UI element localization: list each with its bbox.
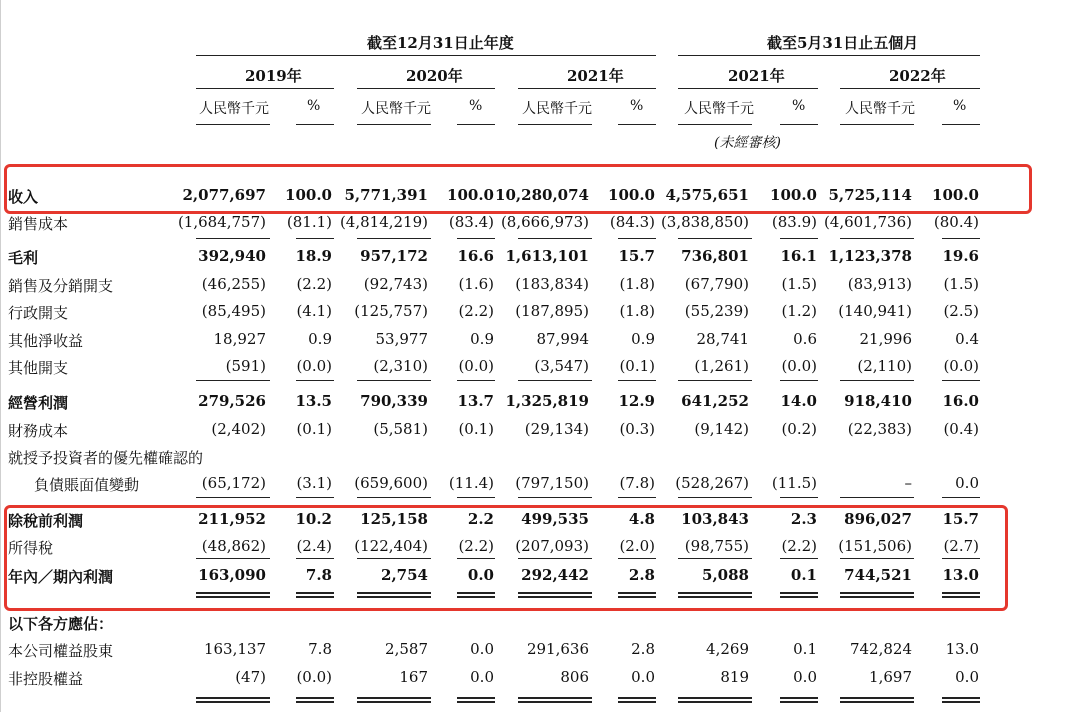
amount-cell: (48,862) — [201, 537, 266, 555]
amount-cell: 392,940 — [198, 247, 266, 265]
amount-cell: (47) — [235, 668, 266, 686]
percent-cell: 0.0 — [467, 566, 494, 584]
amount-cell: (29,134) — [524, 420, 589, 438]
currency-label: 人民幣千元 — [522, 101, 592, 117]
percent-cell: 18.9 — [295, 247, 332, 265]
percent-cell: 0.1 — [790, 566, 817, 584]
amount-cell: 790,339 — [360, 392, 428, 410]
percent-cell: 0.0 — [631, 668, 655, 686]
percent-cell: 0.0 — [470, 640, 494, 658]
percent-cell: (0.4) — [943, 420, 979, 438]
percent-cell: 100.0 — [932, 186, 979, 204]
subtotal-rule — [678, 380, 752, 381]
amount-cell: (65,172) — [201, 474, 266, 492]
percent-cell: (0.0) — [296, 357, 332, 375]
percent-cell: 0.9 — [470, 330, 494, 348]
percent-cell: 7.8 — [308, 640, 332, 658]
amount-cell: (797,150) — [515, 474, 589, 492]
percent-cell: 100.0 — [770, 186, 817, 204]
amount-cell: 103,843 — [681, 510, 749, 528]
row-label: 行政開支 — [8, 304, 69, 322]
amount-cell: (2,310) — [373, 357, 428, 375]
subtotal-rule — [780, 238, 818, 239]
subtotal-rule — [296, 238, 334, 239]
amount-cell: 806 — [560, 668, 589, 686]
percent-cell: 100.0 — [447, 186, 494, 204]
amount-cell: 5,725,114 — [828, 186, 912, 204]
pct-label: % — [792, 98, 806, 114]
amount-cell: (591) — [225, 357, 266, 375]
sub-rule — [618, 124, 656, 125]
percent-cell: (3.1) — [296, 474, 332, 492]
percent-cell: (0.1) — [619, 357, 655, 375]
year-rule — [678, 88, 818, 89]
amount-cell: 125,158 — [360, 510, 428, 528]
percent-cell: (11.5) — [771, 474, 817, 492]
percent-cell: (0.0) — [296, 668, 332, 686]
percent-cell: (2.0) — [619, 537, 655, 555]
amount-cell: (122,404) — [354, 537, 428, 555]
total-double-rule — [196, 697, 270, 703]
amount-cell: 2,587 — [385, 640, 428, 658]
amount-cell: 499,535 — [521, 510, 589, 528]
amount-cell: 21,996 — [859, 330, 912, 348]
row-label: 非控股權益 — [8, 670, 84, 688]
amount-cell: (183,834) — [515, 275, 589, 293]
amount-cell: – — [904, 474, 912, 492]
year-2021-5m: 2021年 — [728, 67, 785, 85]
percent-cell: 4.8 — [628, 510, 655, 528]
percent-cell: (0.0) — [781, 357, 817, 375]
amount-cell: 2,077,697 — [182, 186, 266, 204]
subtotal-rule — [678, 497, 752, 498]
percent-cell: 0.1 — [793, 640, 817, 658]
year-rule — [840, 88, 980, 89]
amount-cell: 1,325,819 — [505, 392, 589, 410]
amount-cell: 1,123,378 — [828, 247, 912, 265]
highlight-profit-box — [4, 505, 1008, 611]
amount-cell: (187,895) — [515, 302, 589, 320]
unaudited-note: (未經審核) — [714, 135, 781, 151]
pct-label: % — [630, 98, 644, 114]
amount-cell: (8,666,973) — [500, 213, 589, 231]
amount-cell: (659,600) — [354, 474, 428, 492]
subtotal-rule — [618, 497, 656, 498]
percent-cell: 7.8 — [305, 566, 332, 584]
percent-cell: 15.7 — [942, 510, 979, 528]
subtotal-rule — [678, 238, 752, 239]
subtotal-rule — [518, 497, 592, 498]
percent-cell: (81.1) — [286, 213, 332, 231]
row-label: 毛利 — [8, 249, 39, 267]
percent-cell: 13.5 — [295, 392, 332, 410]
total-double-rule — [780, 697, 818, 703]
amount-cell: 5,771,391 — [344, 186, 428, 204]
amount-cell: (83,913) — [847, 275, 912, 293]
amount-cell: (3,547) — [534, 357, 589, 375]
amount-cell: (2,402) — [211, 420, 266, 438]
percent-cell: 2.3 — [790, 510, 817, 528]
subtotal-rule — [840, 238, 914, 239]
subtotal-rule — [357, 238, 431, 239]
amount-cell: (85,495) — [201, 302, 266, 320]
year-2021: 2021年 — [567, 67, 624, 85]
amount-cell: 163,090 — [198, 566, 266, 584]
percent-cell: (0.1) — [458, 420, 494, 438]
year-rule — [518, 88, 656, 89]
amount-cell: 291,636 — [526, 640, 589, 658]
subtotal-rule — [196, 497, 270, 498]
amount-cell: 28,741 — [696, 330, 749, 348]
year-2019: 2019年 — [245, 67, 302, 85]
amount-cell: 87,994 — [536, 330, 589, 348]
subtotal-rule — [780, 380, 818, 381]
amount-cell: (5,581) — [373, 420, 428, 438]
sub-rule — [357, 124, 431, 125]
percent-cell: 100.0 — [285, 186, 332, 204]
currency-label: 人民幣千元 — [199, 101, 269, 117]
amount-cell: (92,743) — [363, 275, 428, 293]
percent-cell: (1.5) — [943, 275, 979, 293]
total-double-rule — [357, 697, 431, 703]
subtotal-rule — [942, 380, 980, 381]
amount-cell: (151,506) — [838, 537, 912, 555]
highlight-revenue-box — [4, 164, 1032, 214]
year-2022-5m: 2022年 — [889, 67, 946, 85]
row-label: 銷售及分銷開支 — [8, 277, 114, 295]
amount-cell: (207,093) — [515, 537, 589, 555]
percent-cell: (2.5) — [943, 302, 979, 320]
subtotal-rule — [196, 238, 270, 239]
percent-cell: 14.0 — [780, 392, 817, 410]
sub-rule — [518, 124, 592, 125]
amount-cell: (4,814,219) — [339, 213, 428, 231]
subtotal-rule — [457, 238, 495, 239]
row-label: 年內／期內利潤 — [8, 568, 114, 586]
amount-cell: 1,613,101 — [505, 247, 589, 265]
total-double-rule — [678, 697, 752, 703]
row-label: 其他開支 — [8, 359, 69, 377]
subtotal-rule — [457, 497, 495, 498]
percent-cell: (1.8) — [619, 275, 655, 293]
percent-cell: (84.3) — [609, 213, 655, 231]
row-label: 收入 — [8, 188, 39, 206]
sub-rule — [196, 124, 270, 125]
amount-cell: 896,027 — [844, 510, 912, 528]
subtotal-rule — [942, 238, 980, 239]
total-double-rule — [942, 697, 980, 703]
amount-cell: 167 — [399, 668, 428, 686]
sub-rule — [457, 124, 495, 125]
percent-cell: 0.0 — [955, 668, 979, 686]
amount-cell: 1,697 — [869, 668, 912, 686]
row-label: 就授予投資者的優先權確認的 — [8, 449, 204, 467]
percent-cell: 0.4 — [955, 330, 979, 348]
sub-rule — [840, 124, 914, 125]
percent-cell: 19.6 — [942, 247, 979, 265]
percent-cell: (11.4) — [448, 474, 494, 492]
amount-cell: (22,383) — [847, 420, 912, 438]
percent-cell: 16.6 — [457, 247, 494, 265]
percent-cell: 10.2 — [295, 510, 332, 528]
percent-cell: (0.2) — [781, 420, 817, 438]
subtotal-rule — [357, 497, 431, 498]
percent-cell: 13.0 — [945, 640, 979, 658]
subtotal-rule — [296, 497, 334, 498]
subtotal-rule — [357, 380, 431, 381]
percent-cell: 16.1 — [780, 247, 817, 265]
row-label: 以下各方應佔： — [8, 615, 114, 633]
percent-cell: 0.9 — [631, 330, 655, 348]
total-double-rule — [457, 697, 495, 703]
left-edge-line — [0, 0, 1, 712]
amount-cell: 5,088 — [702, 566, 749, 584]
amount-cell: 4,575,651 — [665, 186, 749, 204]
percent-cell: (2.2) — [458, 302, 494, 320]
percent-cell: (83.4) — [448, 213, 494, 231]
percent-cell: 0.6 — [793, 330, 817, 348]
percent-cell: (1.5) — [781, 275, 817, 293]
row-label: 所得稅 — [8, 539, 54, 557]
percent-cell: (83.9) — [771, 213, 817, 231]
currency-label: 人民幣千元 — [845, 101, 915, 117]
amount-cell: 4,269 — [706, 640, 749, 658]
year-rule — [196, 88, 334, 89]
percent-cell: (0.1) — [296, 420, 332, 438]
percent-cell: 12.9 — [618, 392, 655, 410]
percent-cell: 15.7 — [618, 247, 655, 265]
subtotal-rule — [296, 380, 334, 381]
total-double-rule — [296, 697, 334, 703]
amount-cell: (1,261) — [694, 357, 749, 375]
percent-cell: 100.0 — [608, 186, 655, 204]
percent-cell: (1.8) — [619, 302, 655, 320]
subtotal-rule — [840, 380, 914, 381]
percent-cell: (4.1) — [296, 302, 332, 320]
row-label: 本公司權益股東 — [8, 642, 114, 660]
amount-cell: (140,941) — [838, 302, 912, 320]
header-group-5m: 截至5月31日止五個月 — [767, 34, 919, 52]
header-group-fy-rule — [196, 55, 656, 56]
row-label: 財務成本 — [8, 422, 69, 440]
sub-rule — [942, 124, 980, 125]
percent-cell: 0.0 — [793, 668, 817, 686]
row-label: 其他淨收益 — [8, 332, 84, 350]
amount-cell: 53,977 — [375, 330, 428, 348]
subtotal-rule — [618, 380, 656, 381]
percent-cell: 2.8 — [631, 640, 655, 658]
amount-cell: (9,142) — [694, 420, 749, 438]
amount-cell: 211,952 — [198, 510, 266, 528]
percent-cell: 13.7 — [457, 392, 494, 410]
subtotal-rule — [618, 238, 656, 239]
percent-cell: (0.0) — [943, 357, 979, 375]
amount-cell: (98,755) — [684, 537, 749, 555]
percent-cell: (1.2) — [781, 302, 817, 320]
row-label: 經營利潤 — [8, 394, 69, 412]
amount-cell: (67,790) — [684, 275, 749, 293]
amount-cell: 742,824 — [849, 640, 912, 658]
amount-cell: 641,252 — [681, 392, 749, 410]
percent-cell: 2.2 — [467, 510, 494, 528]
subtotal-rule — [457, 380, 495, 381]
total-double-rule — [840, 697, 914, 703]
percent-cell: (2.4) — [296, 537, 332, 555]
percent-cell: 2.8 — [628, 566, 655, 584]
pct-label: % — [307, 98, 321, 114]
subtotal-rule — [518, 380, 592, 381]
subtotal-rule — [780, 497, 818, 498]
year-rule — [357, 88, 495, 89]
year-2020: 2020年 — [406, 67, 463, 85]
subtotal-rule — [942, 497, 980, 498]
total-double-rule — [518, 697, 592, 703]
sub-rule — [296, 124, 334, 125]
sub-rule — [678, 124, 752, 125]
amount-cell: (55,239) — [684, 302, 749, 320]
percent-cell: (0.0) — [458, 357, 494, 375]
row-label: 銷售成本 — [8, 215, 69, 233]
percent-cell: (2.7) — [943, 537, 979, 555]
amount-cell: 279,526 — [198, 392, 266, 410]
amount-cell: 819 — [720, 668, 749, 686]
amount-cell: (3,838,850) — [660, 213, 749, 231]
currency-label: 人民幣千元 — [361, 101, 431, 117]
amount-cell: (2,110) — [857, 357, 912, 375]
amount-cell: (125,757) — [354, 302, 428, 320]
percent-cell: (80.4) — [933, 213, 979, 231]
header-group-fy: 截至12月31日止年度 — [367, 34, 514, 52]
percent-cell: (2.2) — [781, 537, 817, 555]
amount-cell: 2,754 — [381, 566, 428, 584]
amount-cell: (4,601,736) — [823, 213, 912, 231]
percent-cell: 0.9 — [308, 330, 332, 348]
header-group-5m-rule — [678, 55, 980, 56]
subtotal-rule — [840, 497, 914, 498]
percent-cell: 16.0 — [942, 392, 979, 410]
pct-label: % — [953, 98, 967, 114]
percent-cell: (2.2) — [458, 537, 494, 555]
percent-cell: (0.3) — [619, 420, 655, 438]
pct-label: % — [469, 98, 483, 114]
currency-label: 人民幣千元 — [684, 101, 754, 117]
subtotal-rule — [518, 238, 592, 239]
total-double-rule — [618, 697, 656, 703]
amount-cell: (528,267) — [675, 474, 749, 492]
percent-cell: (1.6) — [458, 275, 494, 293]
amount-cell: 18,927 — [213, 330, 266, 348]
amount-cell: 10,280,074 — [495, 186, 589, 204]
amount-cell: 918,410 — [844, 392, 912, 410]
row-label: 除稅前利潤 — [8, 512, 84, 530]
amount-cell: (46,255) — [201, 275, 266, 293]
percent-cell: 0.0 — [470, 668, 494, 686]
sub-rule — [780, 124, 818, 125]
amount-cell: 957,172 — [360, 247, 428, 265]
percent-cell: (7.8) — [619, 474, 655, 492]
subtotal-rule — [196, 380, 270, 381]
row-label: 負債賬面值變動 — [34, 476, 140, 494]
percent-cell: (2.2) — [296, 275, 332, 293]
amount-cell: 163,137 — [203, 640, 266, 658]
amount-cell: (1,684,757) — [177, 213, 266, 231]
percent-cell: 13.0 — [942, 566, 979, 584]
percent-cell: 0.0 — [955, 474, 979, 492]
amount-cell: 736,801 — [681, 247, 749, 265]
amount-cell: 292,442 — [521, 566, 589, 584]
amount-cell: 744,521 — [844, 566, 912, 584]
